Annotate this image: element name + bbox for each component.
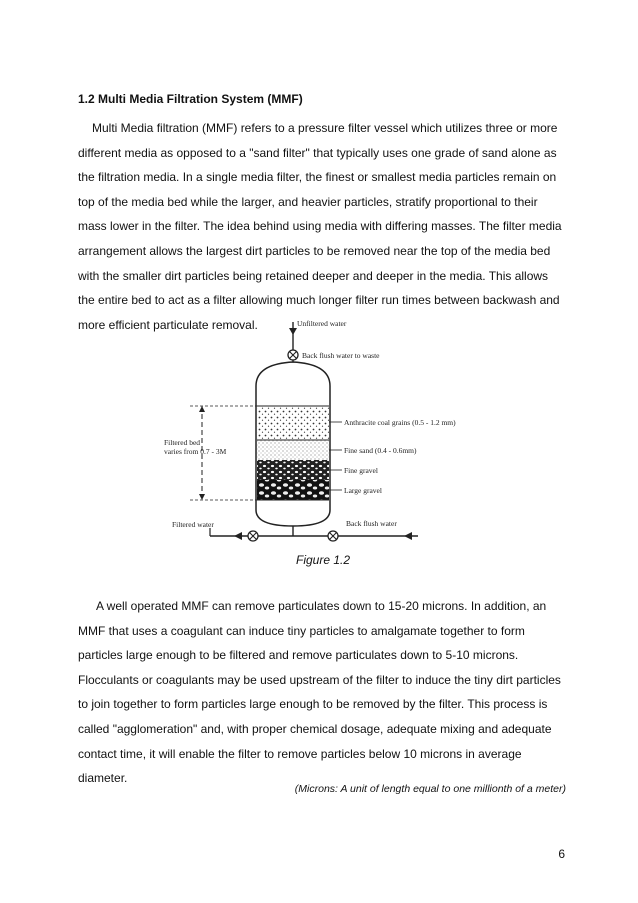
page-number: 6 — [558, 847, 565, 861]
section-heading: 1.2 Multi Media Filtration System (MMF) — [78, 92, 303, 106]
micron-note: (Microns: A unit of length equal to one millionth of a meter) — [294, 783, 566, 795]
layer-fine-sand — [257, 440, 329, 460]
label-unfiltered-water: Unfiltered water — [297, 319, 347, 328]
label-back-flush-water: Back flush water — [346, 519, 397, 528]
figure-caption — [0, 553, 638, 567]
layer-anthracite — [257, 406, 329, 440]
top-valve-icon — [288, 350, 298, 360]
label-bed-range: varies from 0.7 - 3M — [164, 447, 227, 456]
label-back-flush-to-waste: Back flush water to waste — [302, 351, 380, 360]
label-fine-gravel: Fine gravel — [344, 466, 378, 475]
layer-fine-gravel — [257, 460, 329, 480]
label-large-gravel: Large gravel — [344, 486, 382, 495]
backflush-valve-icon — [328, 531, 338, 541]
inlet-arrow-icon — [289, 328, 297, 335]
mmf-diagram — [150, 314, 480, 546]
figure-caption-text: Figure 1.2 — [295, 553, 351, 567]
outlet-valve-icon — [248, 531, 258, 541]
label-filtered-bed: Filtered bed — [164, 438, 201, 447]
second-paragraph: A well operated MMF can remove particulates down to 15-20 microns. In addition, an MMF that uses a coagulant can induce tiny particles to amalgamate together to form particles large enough to be filtered and remove particulates down to 5-10 microns. Flocculants or coagulants may be used upstream of the filter to induce the tiny dirt particles to join together to form particles large enough to be removed by the filter. This process is called "agglomeration" and, with proper chemical dosage, adequate mixing and adequate contact time, it will enable the filter to remove particles below 10 microns in average diameter. — [78, 599, 561, 786]
intro-paragraph: Multi Media filtration (MMF) refers to a pressure filter vessel which utilizes three or more different media as opposed to a "sand filter" that typically uses one grade of sand alone as the filtration media. In a single media filter, the finest or smallest media particles remain on top of the media bed while the larger, and heavier particles, stratify proportional to their mass lower in the filter. The idea behind using media with differing masses. The filter media arrangement allows the largest dirt particles to be removed near the top of the media bed with the smaller dirt particles being retained deeper and deeper in the media. This allows the entire bed to act as a filter allowing much longer filter run times between backwash and more efficient particulate removal. — [78, 121, 562, 332]
label-fine-sand: Fine sand (0.4 - 0.6mm) — [344, 446, 417, 455]
label-filtered-water: Filtered water — [172, 520, 214, 529]
backflush-arrow-icon — [404, 532, 412, 540]
label-anthracite: Anthracite coal grains (0.5 - 1.2 mm) — [344, 418, 456, 427]
layer-large-gravel — [257, 480, 329, 500]
outlet-arrow-icon — [234, 532, 242, 540]
